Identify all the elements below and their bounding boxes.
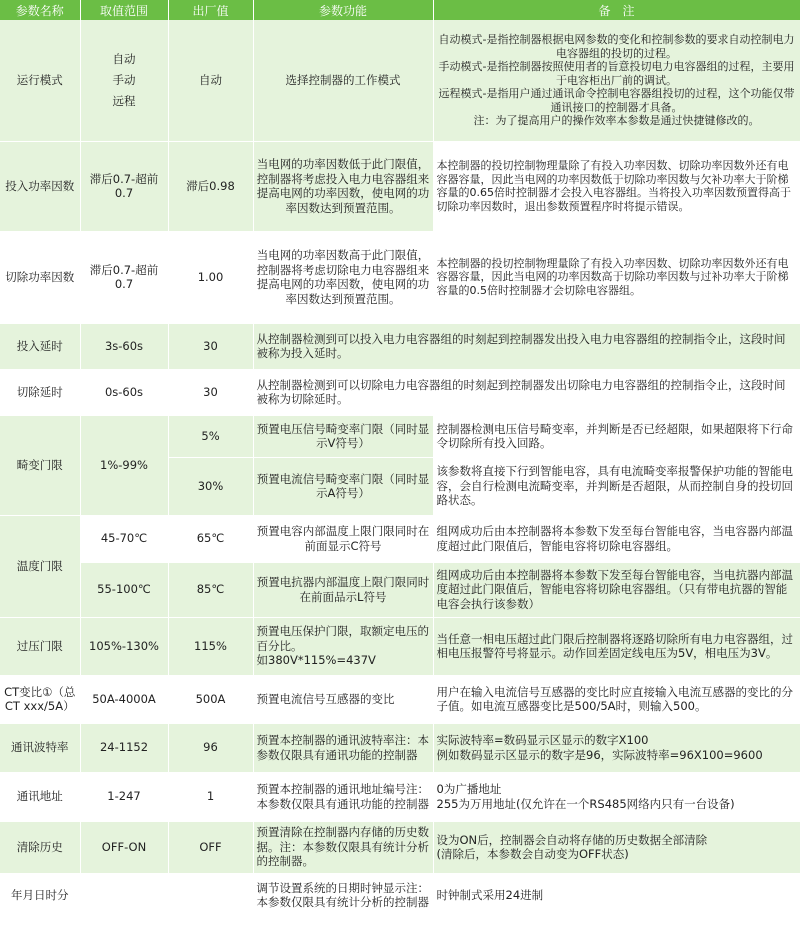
param-function: 选择控制器的工作模式 bbox=[253, 20, 433, 141]
param-range: 0s-60s bbox=[80, 369, 168, 415]
table-row-thd-voltage bbox=[0, 415, 800, 457]
table-row-pf-out bbox=[0, 231, 800, 323]
param-function: 预置本控制器的通讯波特率注：本参数仅限具有通讯功能的控制器 bbox=[253, 723, 433, 772]
param-function: 调节设置系统的日期时钟显示注：本参数仅限具有统计分析的控制器 bbox=[253, 873, 433, 917]
param-function: 预置电压信号畸变率门限（同时显示V符号） bbox=[253, 415, 433, 457]
param-remark bbox=[433, 821, 800, 873]
table-row-history bbox=[0, 821, 800, 873]
param-range bbox=[80, 20, 168, 141]
param-default bbox=[168, 873, 253, 917]
param-remark: 本控制器的投切控制物理量除了有投入功率因数、切除功率因数外还有电容器容量，因此当电网的功率因数高于切除功率因数与过补功率大于阶梯容量的0.5倍时控制器才会切除电容器组。 bbox=[433, 231, 800, 323]
param-range: 50A-4000A bbox=[80, 675, 168, 723]
remark-line: (清除后，本参数会自动变为OFF状态) bbox=[436, 847, 629, 861]
param-remark: 组网成功后由本控制器将本参数下发至每台智能电容，当电抗器内部温度超过此门限值后，智能电容将切除电容器组。（只有带电抗器的智能电容会执行该参数） bbox=[433, 562, 800, 617]
param-default: 1 bbox=[168, 772, 253, 821]
table-row-delay-in bbox=[0, 323, 800, 369]
param-function: 预置清除在控制器内存储的历史数据。注：本参数仅限具有统计分析的控制器。 bbox=[253, 821, 433, 873]
param-name: CT变比①（总CT xxx/5A） bbox=[0, 675, 80, 723]
remark-line: 实际波特率=数码显示区显示的数字X100 bbox=[436, 733, 649, 747]
param-default: 96 bbox=[168, 723, 253, 772]
header-default: 出厂值 bbox=[168, 0, 253, 20]
table-row-delay-out bbox=[0, 369, 800, 415]
param-range: OFF-ON bbox=[80, 821, 168, 873]
table-row-run-mode bbox=[0, 20, 800, 141]
table-row-baud bbox=[0, 723, 800, 772]
remark-line: 0为广播地址 bbox=[436, 782, 502, 796]
table-row-overvoltage bbox=[0, 617, 800, 675]
param-name: 通讯地址 bbox=[0, 772, 80, 821]
param-default: 500A bbox=[168, 675, 253, 723]
param-default: 5% bbox=[168, 415, 253, 457]
function-text: 预置电压保护门限，取额定电压的百分比。 bbox=[256, 624, 429, 653]
param-remark: 用户在输入电流信号互感器的变比时应直接输入电流互感器的变比的分子值。如电流互感器变比是500/5A时，则输入500。 bbox=[433, 675, 800, 723]
param-range: 24-1152 bbox=[80, 723, 168, 772]
param-default: 滞后0.98 bbox=[168, 141, 253, 231]
param-remark: 本控制器的投切控制物理量除了有投入功率因数、切除功率因数外还有电容器容量，因此当电网的功率因数低于切除功率因数与欠补功率大于阶梯容量的0.65倍时控制器才会投入电容器组。当将投入功率因数预置得高于切除功率因数时，退出参数预置程序时将提示错误。 bbox=[433, 141, 800, 231]
param-name: 畸变门限 bbox=[0, 415, 80, 515]
table-row-temp-reactor bbox=[0, 562, 800, 617]
param-remark: 组网成功后由本控制器将本参数下发至每台智能电容，当电容器内部温度超过此门限值后，智能电容将切除电容器组。 bbox=[433, 515, 800, 562]
remark-line: 远程模式-是指用户通过通讯命令控制电容器组投切的过程，这个功能仅带通讯接口的控制器才具备。 bbox=[438, 87, 795, 114]
param-range: 滞后0.7-超前0.7 bbox=[80, 141, 168, 231]
param-name: 年月日时分 bbox=[0, 873, 80, 917]
param-name: 切除功率因数 bbox=[0, 231, 80, 323]
param-remark: 当任意一相电压超过此门限后控制器将逐路切除所有电力电容器组，过相电压报警符号将显示。动作回差固定线电压为5V，相电压为3V。 bbox=[433, 617, 800, 675]
param-default: OFF bbox=[168, 821, 253, 873]
table-row-temp-capacitor bbox=[0, 515, 800, 562]
header-name: 参数名称 bbox=[0, 0, 80, 20]
param-name: 过压门限 bbox=[0, 617, 80, 675]
param-name: 投入延时 bbox=[0, 323, 80, 369]
param-description: 从控制器检测到可以投入电力电容器组的时刻起到控制器发出投入电力电容器组的控制指令止，这段时间被称为投入延时。 bbox=[253, 323, 800, 369]
remark-line: 手动模式-是指控制器按照使用者的旨意投切电力电容器组的过程，主要用于电容柜出厂前的调试。 bbox=[438, 60, 795, 87]
param-remark: 该参数将直接下行到智能电容，具有电流畸变率报警保护功能的智能电容，会自行检测电流畸变率，并判断是否超限，从而控制自身的投切回路状态。 bbox=[433, 457, 800, 515]
table-row-datetime bbox=[0, 873, 800, 917]
header-range: 取值范围 bbox=[80, 0, 168, 20]
param-range bbox=[80, 873, 168, 917]
param-name: 运行模式 bbox=[0, 20, 80, 141]
param-default: 自动 bbox=[168, 20, 253, 141]
param-function: 预置电容内部温度上限门限同时在前面显示C符号 bbox=[253, 515, 433, 562]
param-remark bbox=[433, 20, 800, 141]
param-range: 1-247 bbox=[80, 772, 168, 821]
remark-line: 注：为了提高用户的操作效率本参数是通过快捷键修改的。 bbox=[473, 114, 760, 127]
param-function bbox=[253, 617, 433, 675]
param-default: 85℃ bbox=[168, 562, 253, 617]
param-function: 预置本控制器的通讯地址编号注：本参数仅限具有通讯功能的控制器 bbox=[253, 772, 433, 821]
param-function: 预置电流信号互感器的变比 bbox=[253, 675, 433, 723]
param-default: 30% bbox=[168, 457, 253, 515]
param-name: 投入功率因数 bbox=[0, 141, 80, 231]
range-option: 手动 bbox=[112, 72, 136, 87]
param-range: 1%-99% bbox=[80, 415, 168, 515]
header-function: 参数功能 bbox=[253, 0, 433, 20]
table-row-address bbox=[0, 772, 800, 821]
param-default: 1.00 bbox=[168, 231, 253, 323]
param-range: 55-100℃ bbox=[80, 562, 168, 617]
param-remark bbox=[433, 723, 800, 772]
param-name: 切除延时 bbox=[0, 369, 80, 415]
remark-line: 255为万用地址(仅允许在一个RS485网络内只有一台设备) bbox=[436, 796, 735, 811]
param-remark bbox=[433, 772, 800, 821]
param-name: 清除历史 bbox=[0, 821, 80, 873]
range-option: 自动 bbox=[112, 51, 136, 66]
param-function: 当电网的功率因数高于此门限值，控制器将考虑切除电力电容器组来提高电网的功率因数，使电网的功率因数达到预置范围。 bbox=[253, 231, 433, 323]
header-remarks: 备 注 bbox=[433, 0, 800, 20]
function-example: 如380V*115%=437V bbox=[256, 653, 376, 668]
range-option: 远程 bbox=[112, 93, 136, 108]
param-default: 30 bbox=[168, 323, 253, 369]
table-header-row bbox=[0, 0, 800, 20]
table-row-pf-in bbox=[0, 141, 800, 231]
remark-line: 自动模式-是指控制器根据电网参数的变化和控制参数的要求自动控制电力电容器组的投切的过程。 bbox=[438, 33, 795, 60]
param-range: 45-70℃ bbox=[80, 515, 168, 562]
param-function: 预置电流信号畸变率门限（同时显示A符号） bbox=[253, 457, 433, 515]
param-range: 105%-130% bbox=[80, 617, 168, 675]
table-row-ct-ratio bbox=[0, 675, 800, 723]
remark-line: 例如数码显示区显示的数字是96，实际波特率=96X100=9600 bbox=[436, 747, 763, 762]
param-name: 通讯波特率 bbox=[0, 723, 80, 772]
param-function: 预置电抗器内部温度上限门限同时在前面品示L符号 bbox=[253, 562, 433, 617]
param-name: 温度门限 bbox=[0, 515, 80, 617]
param-description: 从控制器检测到可以切除电力电容器组的时刻起到控制器发出切除电力电容器组的控制指令止，这段时间被称为切除延时。 bbox=[253, 369, 800, 415]
param-range: 3s-60s bbox=[80, 323, 168, 369]
param-range: 滞后0.7-超前0.7 bbox=[80, 231, 168, 323]
param-default: 115% bbox=[168, 617, 253, 675]
remark-line: 设为ON后，控制器会自动将存储的历史数据全部清除 bbox=[436, 832, 708, 847]
param-default: 65℃ bbox=[168, 515, 253, 562]
param-remark: 控制器检测电压信号畸变率，并判断是否已经超限，如果超限将下行命令切除所有投入回路。 bbox=[433, 415, 800, 457]
param-function: 当电网的功率因数低于此门限值，控制器将考虑投入电力电容器组来提高电网的功率因数，使电网的功率因数达到预置范围。 bbox=[253, 141, 433, 231]
param-default: 30 bbox=[168, 369, 253, 415]
param-remark: 时钟制式采用24进制 bbox=[433, 873, 800, 917]
